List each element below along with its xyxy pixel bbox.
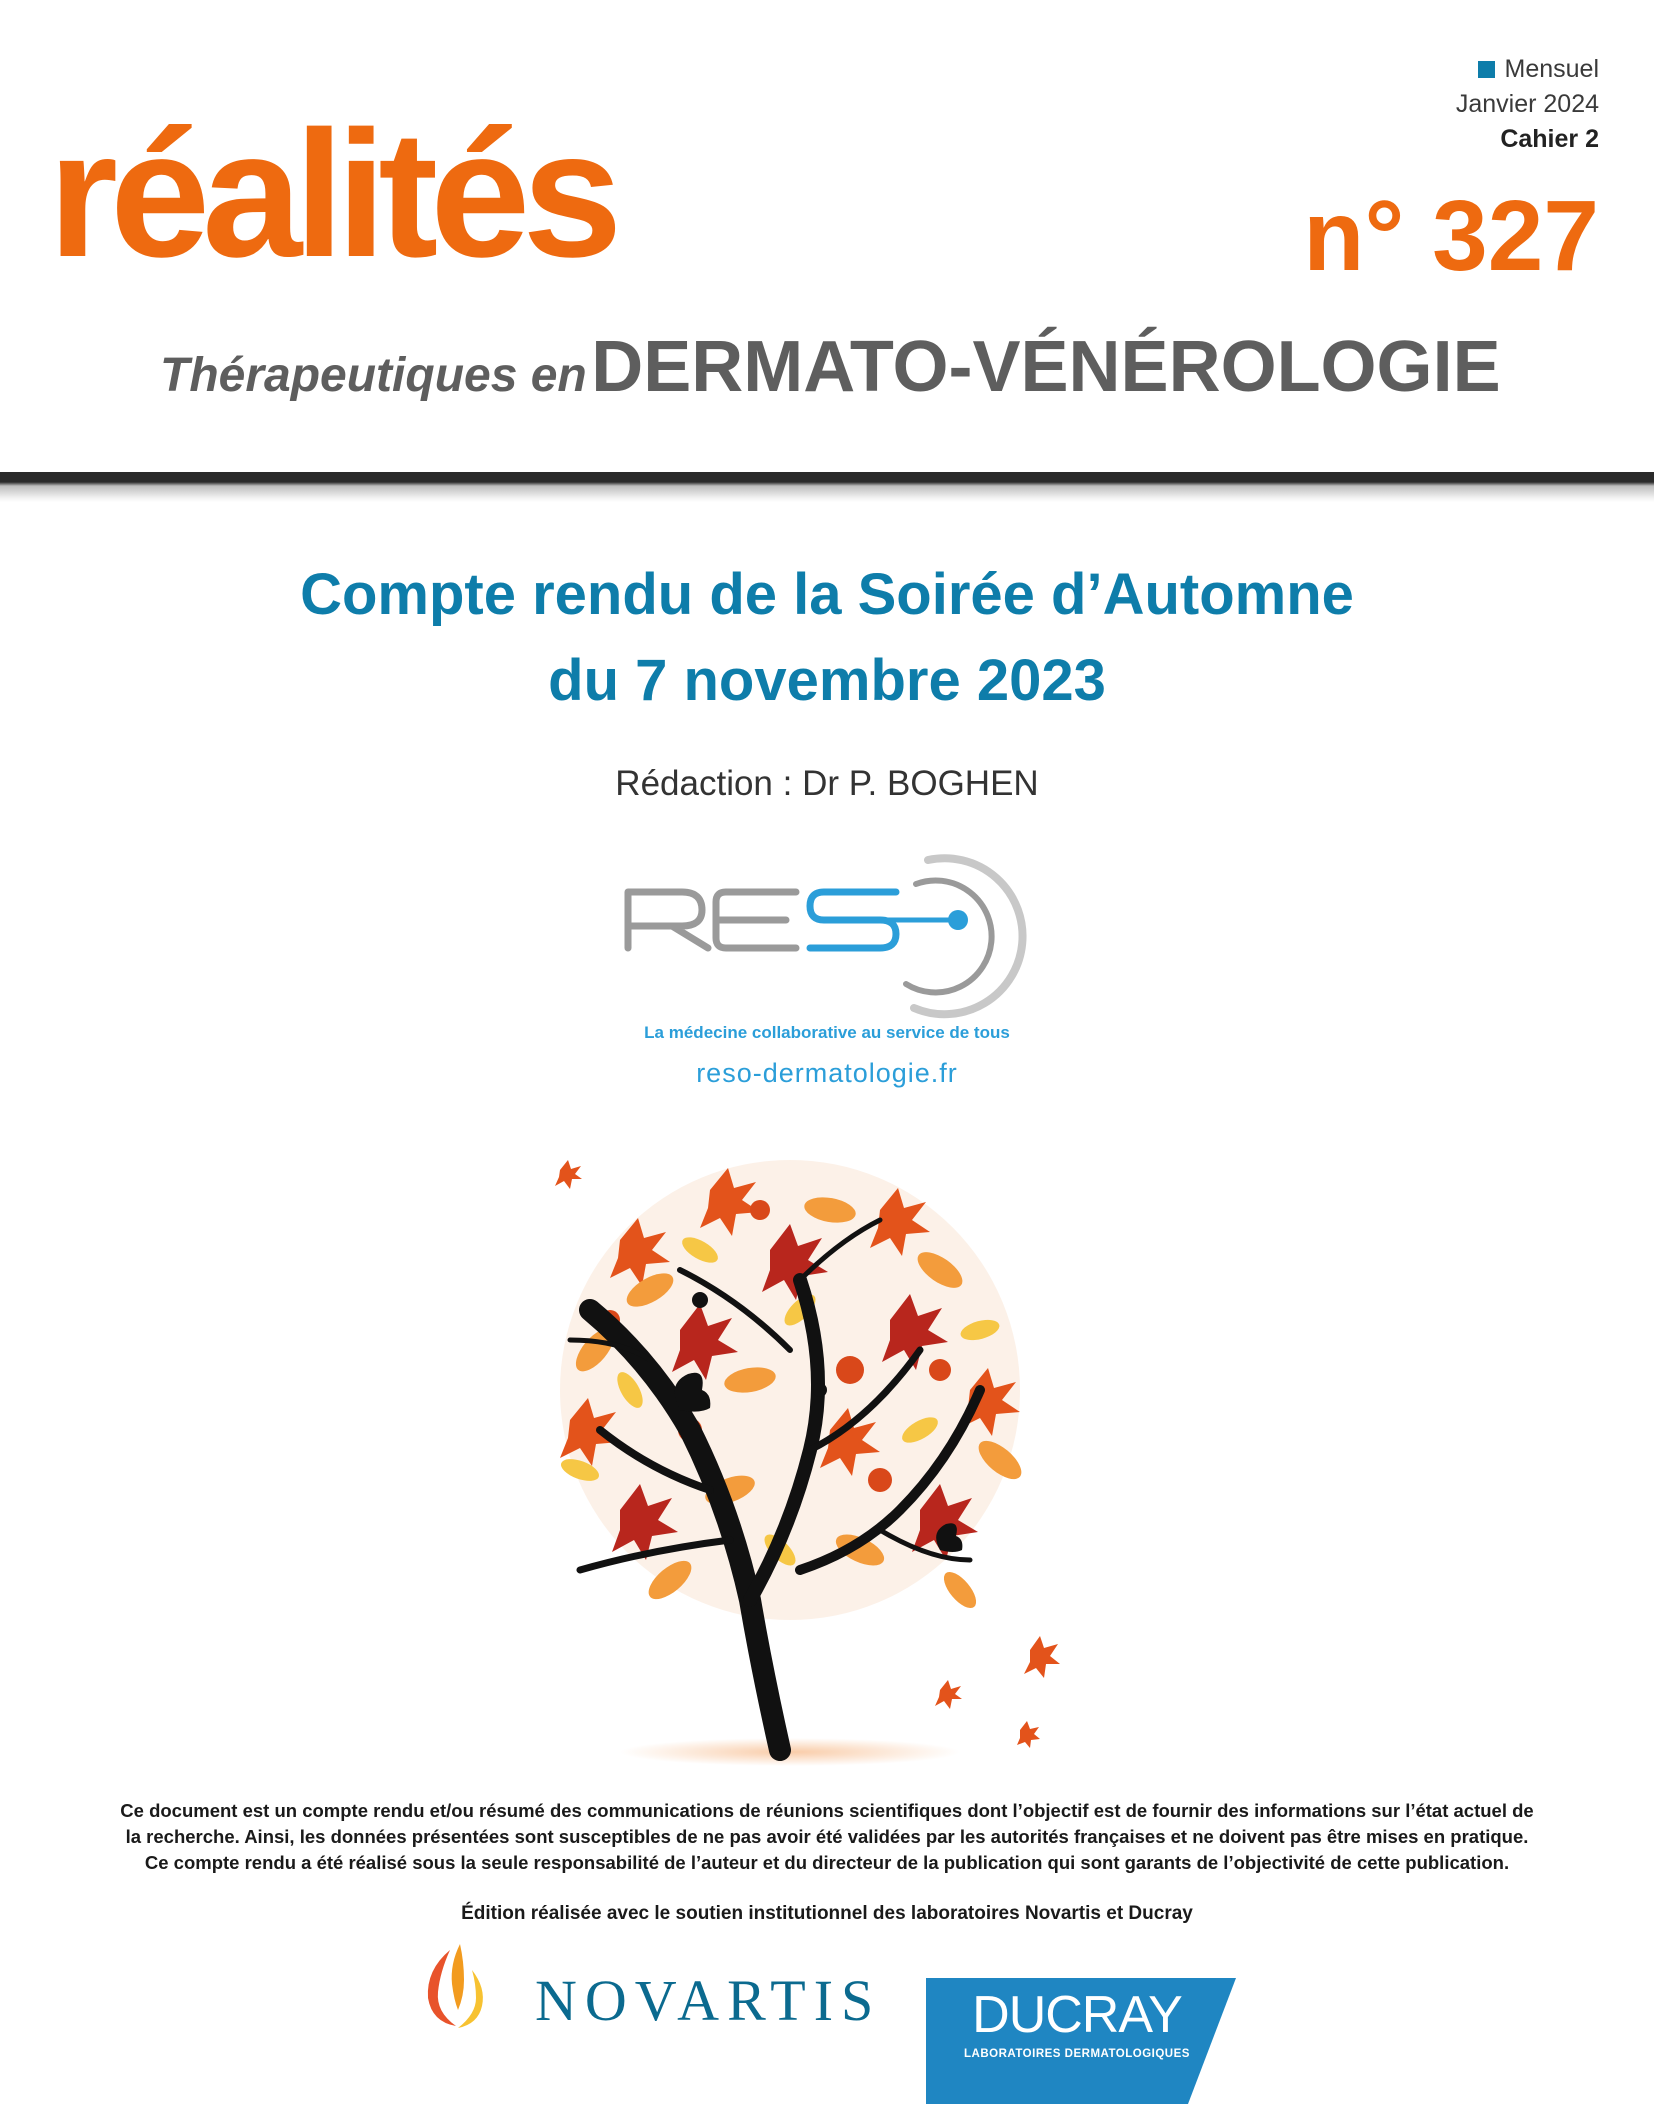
ducray-subtitle: LABORATOIRES DERMATOLOGIQUES [964, 2048, 1190, 2060]
issue-number: n° 327 [1303, 180, 1599, 292]
title-line-1: Compte rendu de la Soirée d’Automne [300, 562, 1354, 627]
blue-square-icon [1478, 61, 1495, 78]
subtitle-specialty: DERMATO-VÉNÉROLOGIE [591, 327, 1501, 407]
novartis-flame-icon [420, 1940, 495, 2030]
document-title [0, 552, 1654, 724]
reso-tagline: La médecine collaborative au service de tous [644, 1023, 1010, 1042]
reso-url[interactable]: reso-dermatologie.fr [696, 1058, 958, 1088]
disclaimer [40, 1798, 1614, 1876]
title-line-2: du 7 novembre 2023 [548, 648, 1106, 713]
bird-icon [813, 1383, 827, 1397]
disclaimer-line-3: Ce compte rendu a été réalisé sous la seule responsabilité de l’auteur et du directeur de la publication qui sont garants de l’objectivité de cette publication. [144, 1852, 1510, 1873]
header-divider [0, 472, 1654, 502]
byline: Rédaction : Dr P. BOGHEN [615, 764, 1039, 803]
novartis-logo: NOVARTIS [535, 1968, 882, 2033]
ducray-logo: DUCRAY [972, 1986, 1182, 2044]
issue-date: Janvier 2024 [1455, 90, 1599, 118]
bird-icon [692, 1292, 708, 1308]
reso-logo [610, 852, 1050, 1022]
edition-note: Édition réalisée avec le soutien institutionnel des laboratoires Novartis et Ducray [461, 1903, 1193, 1924]
autumn-tree-illustration [500, 1130, 1080, 1780]
subtitle-italic: Thérapeutiques en [160, 349, 587, 402]
magazine-logo: réalités [48, 94, 615, 295]
frequency-label: Mensuel [1504, 55, 1599, 83]
disclaimer-line-2: la recherche. Ainsi, les données présentées sont susceptibles de ne pas avoir été validées par les autorités françaises et ne doivent pas être mises en pratique. [125, 1826, 1529, 1847]
cahier-label: Cahier 2 [1500, 125, 1599, 153]
issue-meta [1456, 52, 1599, 157]
disclaimer-line-1: Ce document est un compte rendu et/ou résumé des communications de réunions scientifiques dont l’objectif est de fournir des informations sur l’état actuel de [120, 1800, 1534, 1821]
magazine-subtitle [160, 326, 1600, 408]
